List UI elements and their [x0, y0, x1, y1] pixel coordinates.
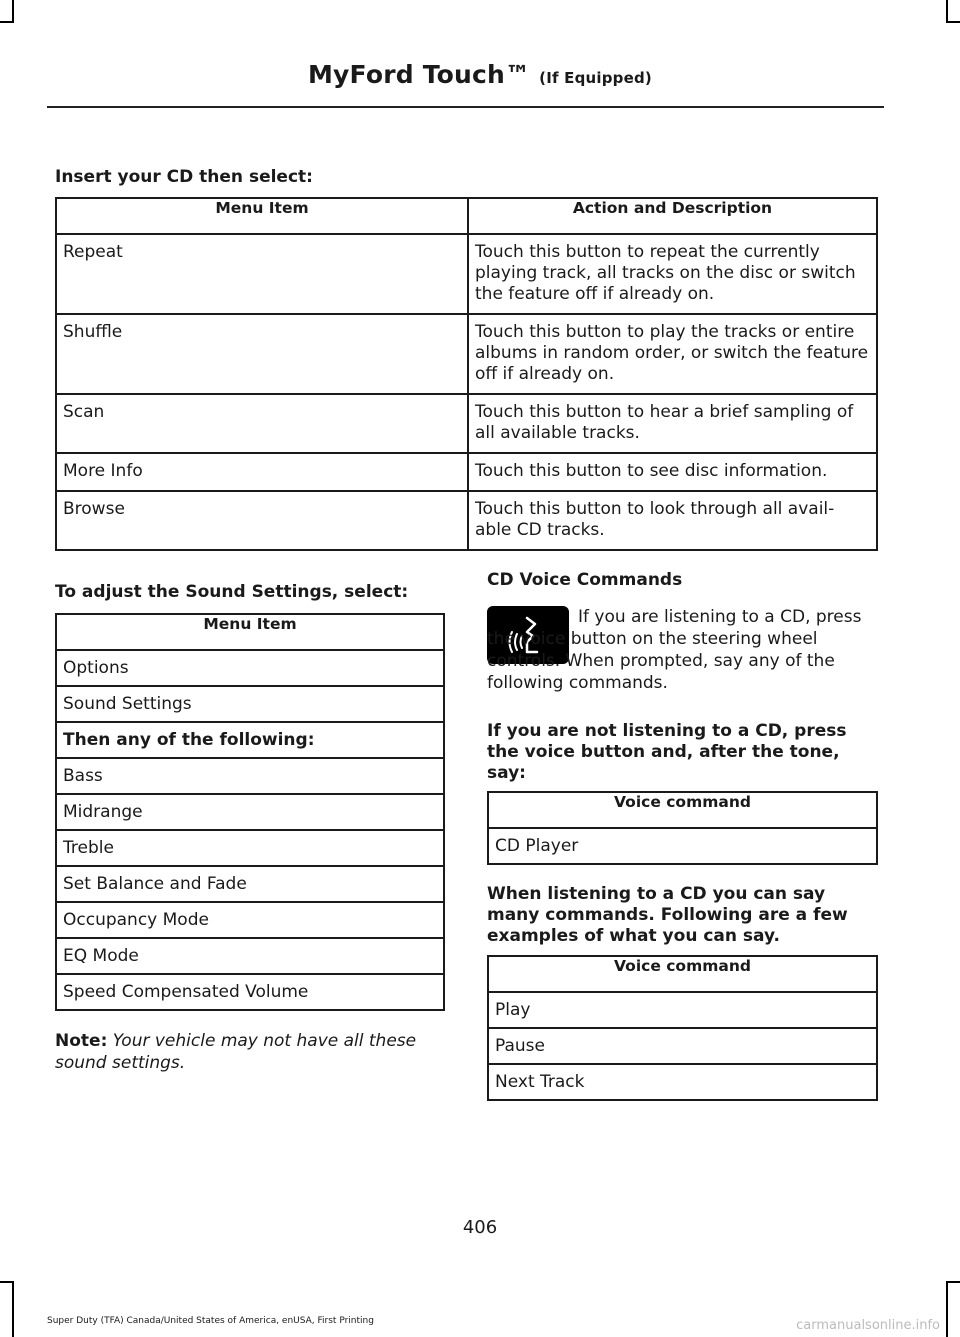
table-row — [56, 491, 877, 550]
crop-mark — [946, 1281, 948, 1337]
table-row — [56, 453, 877, 491]
menu-item-cell: Options — [56, 650, 444, 686]
table-row — [56, 394, 877, 453]
sound-settings-table — [55, 613, 445, 1011]
table-row — [56, 938, 444, 974]
table-row — [56, 686, 444, 722]
voice-command-examples-table — [487, 955, 878, 1101]
voice-intro: If you are listening to a CD, press the voice button on the steering wheel controls. When prompted, say any of the following commands. — [487, 607, 862, 693]
description-cell: Touch this button to hear a brief sampling of all available tracks. — [468, 394, 877, 453]
note-label: Note: — [55, 1031, 108, 1051]
page-title — [0, 60, 960, 89]
table-row — [488, 1028, 877, 1064]
menu-item-cell: Repeat — [56, 234, 468, 314]
description-cell: Touch this button to see disc information. — [468, 453, 877, 491]
watermark: carmanualsonline.info — [796, 1318, 940, 1333]
page-number: 406 — [462, 1217, 498, 1238]
note — [55, 1030, 447, 1074]
table-header-row — [56, 614, 444, 650]
table-row — [56, 722, 444, 758]
column-header-menu-item: Menu Item — [56, 614, 444, 650]
crop-mark — [946, 21, 960, 23]
crop-mark — [12, 0, 14, 22]
menu-item-cell: Shuffle — [56, 314, 468, 394]
menu-item-cell: Bass — [56, 758, 444, 794]
table-row — [56, 866, 444, 902]
cd-voice-commands-heading: CD Voice Commands — [487, 570, 683, 590]
table-row — [488, 828, 877, 864]
table-row — [56, 234, 877, 314]
menu-item-cell: Set Balance and Fade — [56, 866, 444, 902]
table-row — [56, 650, 444, 686]
sound-settings-heading: To adjust the Sound Settings, select: — [55, 582, 409, 602]
description-cell: Touch this button to play the tracks or entire albums in random order, or switch the feature off if already on. — [468, 314, 877, 394]
page-title-suffix: (If Equipped) — [539, 69, 652, 87]
cd-intro: Insert your CD then select: — [55, 167, 313, 187]
voice-command-cell: Pause — [488, 1028, 877, 1064]
not-listening-heading: If you are not listening to a CD, press the voice button and, after the tone, say: — [487, 721, 847, 783]
header-divider — [47, 106, 884, 108]
table-row — [56, 974, 444, 1010]
voice-command-cell: CD Player — [488, 828, 877, 864]
menu-item-cell: Sound Settings — [56, 686, 444, 722]
page-title-text: MyFord Touch™ — [307, 60, 531, 89]
table-row — [56, 830, 444, 866]
menu-item-cell: Treble — [56, 830, 444, 866]
cd-menu-table — [55, 197, 878, 551]
listening-heading: When listening to a CD you can say many commands. Following are a few examples of what you can say. — [487, 884, 848, 946]
crop-mark — [946, 1281, 960, 1283]
menu-item-cell: Browse — [56, 491, 468, 550]
description-cell: Touch this button to look through all avail-able CD tracks. — [468, 491, 877, 550]
table-row — [56, 314, 877, 394]
menu-item-cell: Scan — [56, 394, 468, 453]
table-row — [56, 902, 444, 938]
table-header-row — [488, 792, 877, 828]
table-row — [488, 1064, 877, 1100]
column-header-action: Action and Description — [468, 198, 877, 234]
note-text: Your vehicle may not have all these sound settings. — [55, 1031, 417, 1073]
table-row — [488, 992, 877, 1028]
crop-mark — [946, 0, 948, 22]
column-header-voice-command: Voice command — [488, 792, 877, 828]
voice-command-cell: Next Track — [488, 1064, 877, 1100]
menu-item-cell: EQ Mode — [56, 938, 444, 974]
menu-item-cell: Midrange — [56, 794, 444, 830]
table-header-row — [56, 198, 877, 234]
menu-item-cell: Then any of the following: — [56, 722, 444, 758]
column-header-voice-command: Voice command — [488, 956, 877, 992]
table-row — [56, 758, 444, 794]
footer-text: Super Duty (TFA) Canada/United States of America, enUSA, First Printing — [47, 1316, 374, 1326]
crop-mark — [12, 1281, 14, 1337]
crop-mark — [0, 21, 14, 23]
menu-item-cell: Occupancy Mode — [56, 902, 444, 938]
table-row — [56, 794, 444, 830]
column-header-menu-item: Menu Item — [56, 198, 468, 234]
menu-item-cell: Speed Compensated Volume — [56, 974, 444, 1010]
voice-command-table — [487, 791, 878, 865]
table-header-row — [488, 956, 877, 992]
menu-item-cell: More Info — [56, 453, 468, 491]
voice-command-cell: Play — [488, 992, 877, 1028]
description-cell: Touch this button to repeat the currently playing track, all tracks on the disc or switch the feature off if already on. — [468, 234, 877, 314]
